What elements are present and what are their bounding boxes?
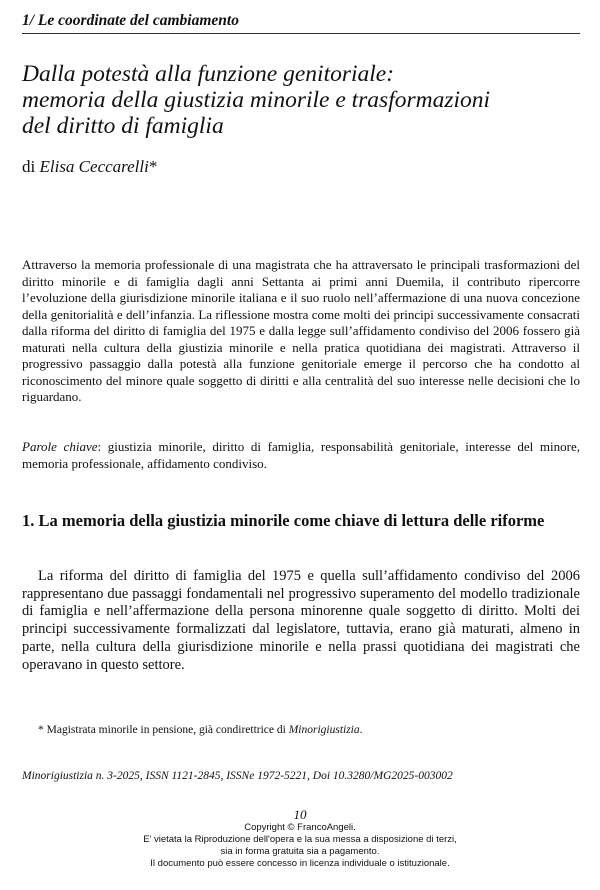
keywords-label: Parole chiave <box>22 439 98 454</box>
copyright-line-2: E' vietata la Riproduzione dell'opera e la sua messa a disposizione di terzi, <box>143 834 457 845</box>
title-line-3: del diritto di famiglia <box>22 113 224 139</box>
abstract: Attraverso la memoria professionale di una magistrata che ha attraversato le principali trasformazioni del diritto minorile e di famiglia dagli anni Settanta ai primi anni Duemila, il contributo ripercorre l’evoluzione della giurisdizione minorile italiana e il suo ruolo nell’affermazione di una nuova concezione della genitorialità e dell’infanzia. La riflessione mostra come molti dei principi successivamente consacrati dalla riforma del diritto di famiglia del 1975 e dalla legge sull’affidamento condiviso del 2006 fossero già maturati nella cultura della giustizia minorile e nella pratica quotidiana dei magistrati. Attraverso il progressivo passaggio dalla potestà alla funzione genitoriale emerge il percorso che ha condotto al riconoscimento del minore quale soggetto di diritti e alla centralità del suo interesse nelle decisioni che lo riguardano. <box>22 257 580 404</box>
footnote-end: . <box>359 724 363 736</box>
author-prefix: di <box>22 157 36 176</box>
author-name: Elisa Ceccarelli <box>39 157 149 176</box>
footnote-text: * Magistrata minorile in pensione, già condirettrice di <box>38 724 289 736</box>
author-footnote-mark: * <box>148 157 158 176</box>
keywords-text: : giustizia minorile, diritto di famiglia, responsabilità genitoriale, interesse del minore, memoria professionale, affidamento condiviso. <box>22 439 580 471</box>
title-line-1: Dalla potestà alla funzione genitoriale: <box>22 61 395 87</box>
copyright-line-3: sia in forma gratuita sia a pagamento. <box>220 846 380 857</box>
section-1-heading: 1. La memoria della giustizia minorile come chiave di lettura delle riforme <box>22 511 545 530</box>
copyright-line-1: Copyright © FrancoAngeli. <box>244 822 356 833</box>
footnote <box>38 724 363 736</box>
title-line-2: memoria della giustizia minorile e trasformazioni <box>22 87 491 113</box>
section-header: 1/ Le coordinate del cambiamento <box>22 12 580 34</box>
section-1-paragraph: La riforma del diritto di famiglia del 1975 e quella sull’affidamento condiviso del 2006 rappresentano due passaggi fondamentali nel progressivo superamento del modello tradizionale di famiglia e nell’affermazione della persona minorenne quale soggetto di diritto. Molti dei principi successivamente formalizzati dal legislatore, tuttavia, erano già maturati, almeno in parte, nella cultura della giurisdizione minorile e nella prassi quotidiana dei magistrati che operavano in questo settore. <box>22 568 580 673</box>
page-number: 10 <box>293 807 307 822</box>
author-line <box>22 157 157 177</box>
copyright-notice <box>0 822 600 870</box>
copyright-line-4: Il documento può essere concesso in licenza individuale o istituzionale. <box>150 858 450 869</box>
journal-citation: Minorigiustizia n. 3-2025, ISSN 1121-2845, ISSNe 1972-5221, Doi 10.3280/MG2025-003002 <box>22 770 453 782</box>
keywords <box>22 439 580 472</box>
article-title <box>22 61 582 139</box>
footnote-journal: Minorigiustizia <box>288 724 360 736</box>
